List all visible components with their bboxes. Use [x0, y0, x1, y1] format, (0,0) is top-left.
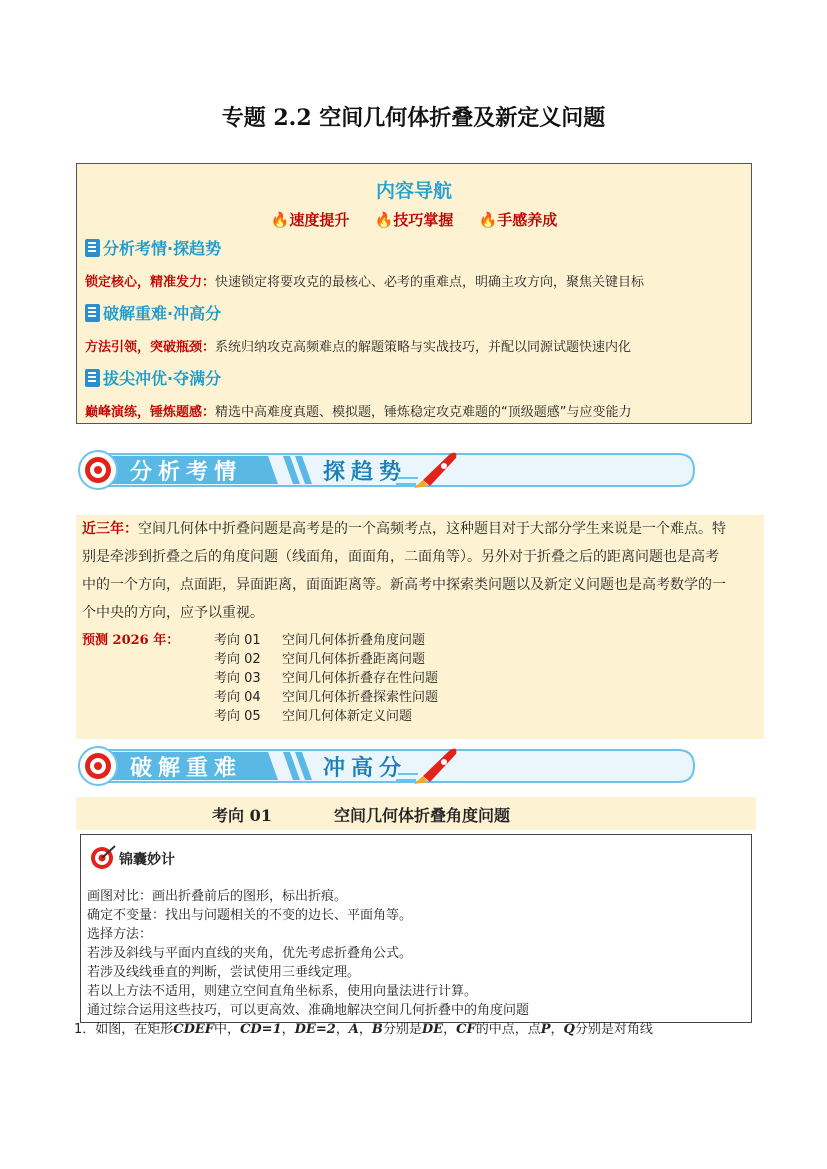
prediction-item: 考向 01 空间几何体折叠角度问题 — [214, 633, 426, 648]
flame-icon: 🔥 — [478, 211, 498, 229]
nav-section-breakthrough: 破解重难·冲高分 — [85, 301, 221, 324]
question-1: 1．如图，在矩形CDEF中，CD=1，DE=2，A，B分别是DE，CF的中点，点P，Q分别是对角线 — [74, 1022, 653, 1037]
trend-line: 近三年：空间几何体中折叠问题是高考是的一个高频考点，这种题目对于大部分学生来说是一个难点。特 — [82, 521, 726, 537]
book-icon — [85, 304, 100, 322]
trend-line: 别是牵涉到折叠之后的角度问题（线面角，面面角，二面角等）。另外对于折叠之后的距离问题也是高考 — [82, 549, 719, 565]
direction-title: 空间几何体折叠角度问题 — [334, 806, 511, 825]
flame-icon: 🔥 — [374, 211, 394, 229]
nav-section-analysis: 分析考情·探趋势 — [85, 236, 221, 259]
tip-line: 若涉及线线垂直的判断，尝试使用三垂线定理。 — [87, 965, 361, 980]
direction-number: 考向 01 — [212, 806, 272, 825]
section-banner-analysis — [78, 448, 698, 492]
nav-section-desc: 锁定核心，精准发力：快速锁定将要攻克的最核心、必考的重难点，明确主攻方向，聚焦关键目标 — [85, 275, 645, 290]
flame-icon: 🔥 — [270, 211, 290, 229]
nav-tag: 🔥技巧掌握 — [374, 211, 454, 229]
banner-left-text: 分析考情 — [130, 459, 243, 485]
prediction-item: 考向 04 空间几何体折叠探索性问题 — [214, 690, 439, 705]
prediction-label: 预测 2026 年： — [82, 633, 180, 648]
tip-line: 通过综合运用这些技巧，可以更高效、准确地解决空间几何折叠中的角度问题 — [87, 1003, 530, 1018]
book-icon — [85, 239, 100, 257]
target-icon — [91, 846, 115, 869]
page-title: 专题 2.2 空间几何体折叠及新定义问题 — [221, 105, 606, 131]
book-icon — [85, 369, 100, 387]
tip-line: 选择方法： — [87, 927, 153, 942]
nav-section-desc: 方法引领，突破瓶颈：系统归纳攻克高频难点的解题策略与实战技巧，并配以同源试题快速内化 — [85, 340, 632, 355]
tip-line: 若涉及斜线与平面内直线的夹角，优先考虑折叠角公式。 — [87, 946, 413, 961]
trend-line: 个中央的方向，应予以重视。 — [82, 605, 264, 621]
nav-section-desc: 巅峰演练，锤炼题感：精选中高难度真题、模拟题，锤炼稳定攻克难题的“顶级题感”与应变能力 — [85, 405, 632, 420]
tips-logo-text: 锦囊妙计 — [119, 852, 175, 868]
nav-heading: 内容导航 — [375, 180, 452, 202]
nav-tag: 🔥速度提升 — [270, 211, 350, 229]
target-icon — [79, 451, 117, 489]
banner-right-text: 探趋势 — [323, 459, 408, 485]
tip-line: 确定不变量：找出与问题相关的不变的边长、平面角等。 — [87, 908, 413, 923]
prediction-item: 考向 02 空间几何体折叠距离问题 — [214, 652, 426, 667]
nav-section-excellence: 拔尖冲优·夺满分 — [85, 366, 221, 389]
tips-box — [80, 834, 752, 1023]
nav-tag: 🔥手感养成 — [478, 211, 558, 229]
trend-line: 中的一个方向，点面距，异面距离，面面距离等。新高考中探索类问题以及新定义问题也是高考数学的一 — [82, 577, 726, 593]
prediction-item: 考向 05 空间几何体新定义问题 — [214, 709, 413, 724]
banner-right-text: 冲高分 — [323, 755, 408, 781]
nav-tags — [77, 209, 751, 230]
tip-line: 画图对比：画出折叠前后的图形，标出折痕。 — [87, 889, 348, 904]
exam-trend-panel — [76, 515, 764, 739]
prediction-item: 考向 03 空间几何体折叠存在性问题 — [214, 671, 439, 686]
banner-left-text: 破解重难 — [130, 755, 243, 781]
section-banner-breakthrough — [78, 744, 698, 788]
tip-line: 若以上方法不适用，则建立空间直角坐标系，使用向量法进行计算。 — [87, 984, 478, 999]
target-icon — [79, 747, 117, 785]
direction-heading — [76, 797, 756, 830]
content-navigation-box — [76, 163, 752, 424]
tips-logo — [89, 843, 189, 877]
